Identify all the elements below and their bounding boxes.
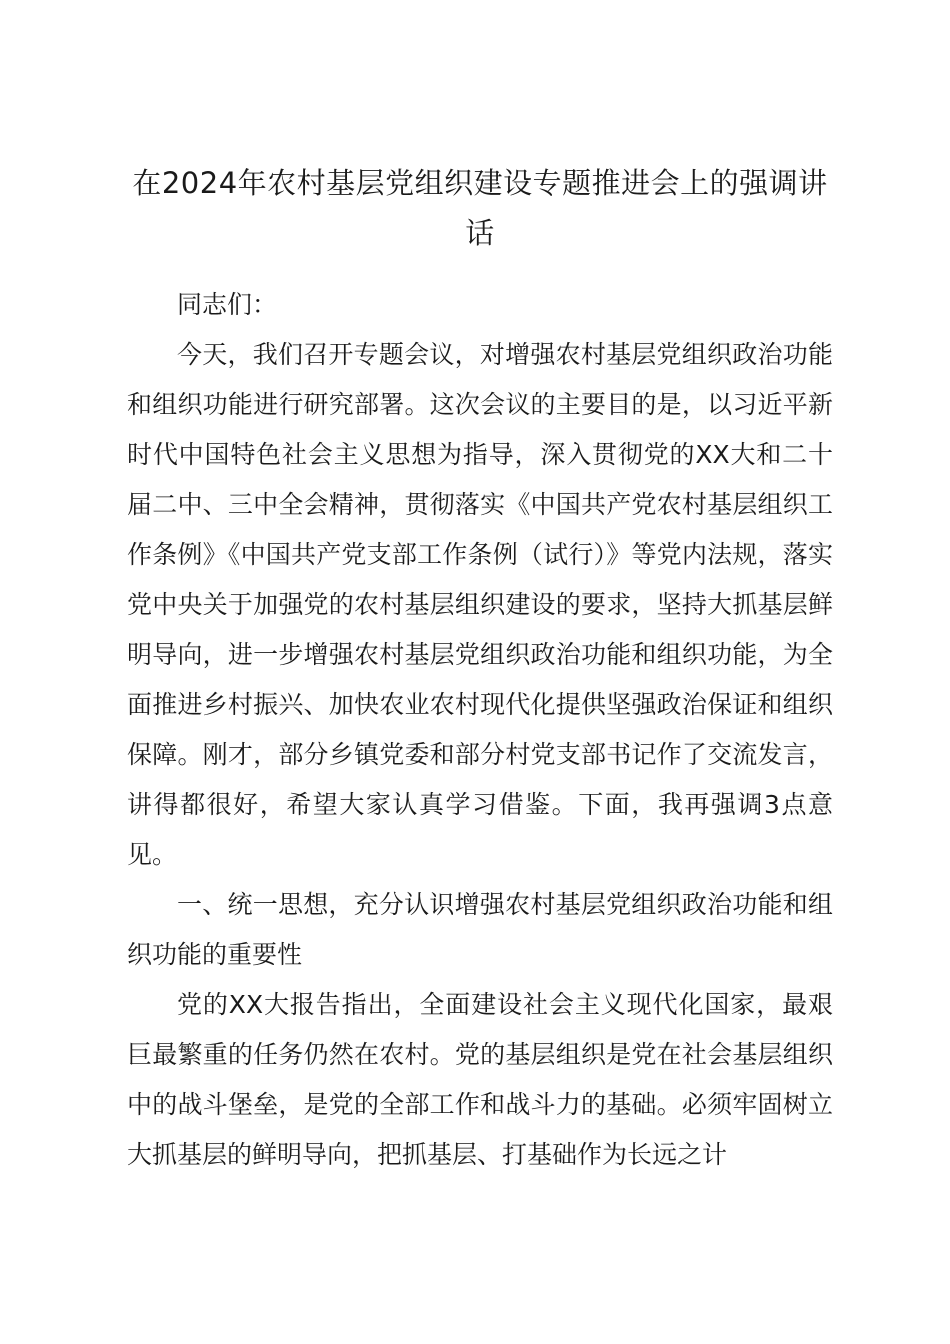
section-heading: 一、统一思想，充分认识增强农村基层党组织政治功能和组织功能的重要性 [127,890,833,969]
document-title: 在2024年农村基层党组织建设专题推进会上的强调讲话 [132,166,828,250]
intro-paragraph: 今天，我们召开专题会议，对增强农村基层党组织政治功能和组织功能进行研究部署。这次会议的主要目的是，以习近平新时代中国特色社会主义思想为指导，深入贯彻党的XX大和二十届二中、三中全会精神，贯彻落实《中国共产党农村基层组织工作条例》《中国共产党支部工作条例（试行）》等党内法规，落实党中央关于加强党的农村基层组织建设的要求，坚持大抓基层鲜明导向，进一步增强农村基层党组织政治功能和组织功能，为全面推进乡村振兴、加快农业农村现代化提供坚强政治保证和组织保障。刚才，部分乡镇党委和部分村党支部书记作了交流发言，讲得都很好，希望大家认真学习借鉴。下面，我再强调3点意见。 [127,340,833,869]
document-body [127,280,833,1180]
section-paragraph: 党的XX大报告指出，全面建设社会主义现代化国家，最艰巨最繁重的任务仍然在农村。党的基层组织是党在社会基层组织中的战斗堡垒，是党的全部工作和战斗力的基础。必须牢固树立大抓基层的鲜明导向，把抓基层、打基础作为长远之计 [127,990,833,1169]
salutation: 同志们： [177,290,278,319]
